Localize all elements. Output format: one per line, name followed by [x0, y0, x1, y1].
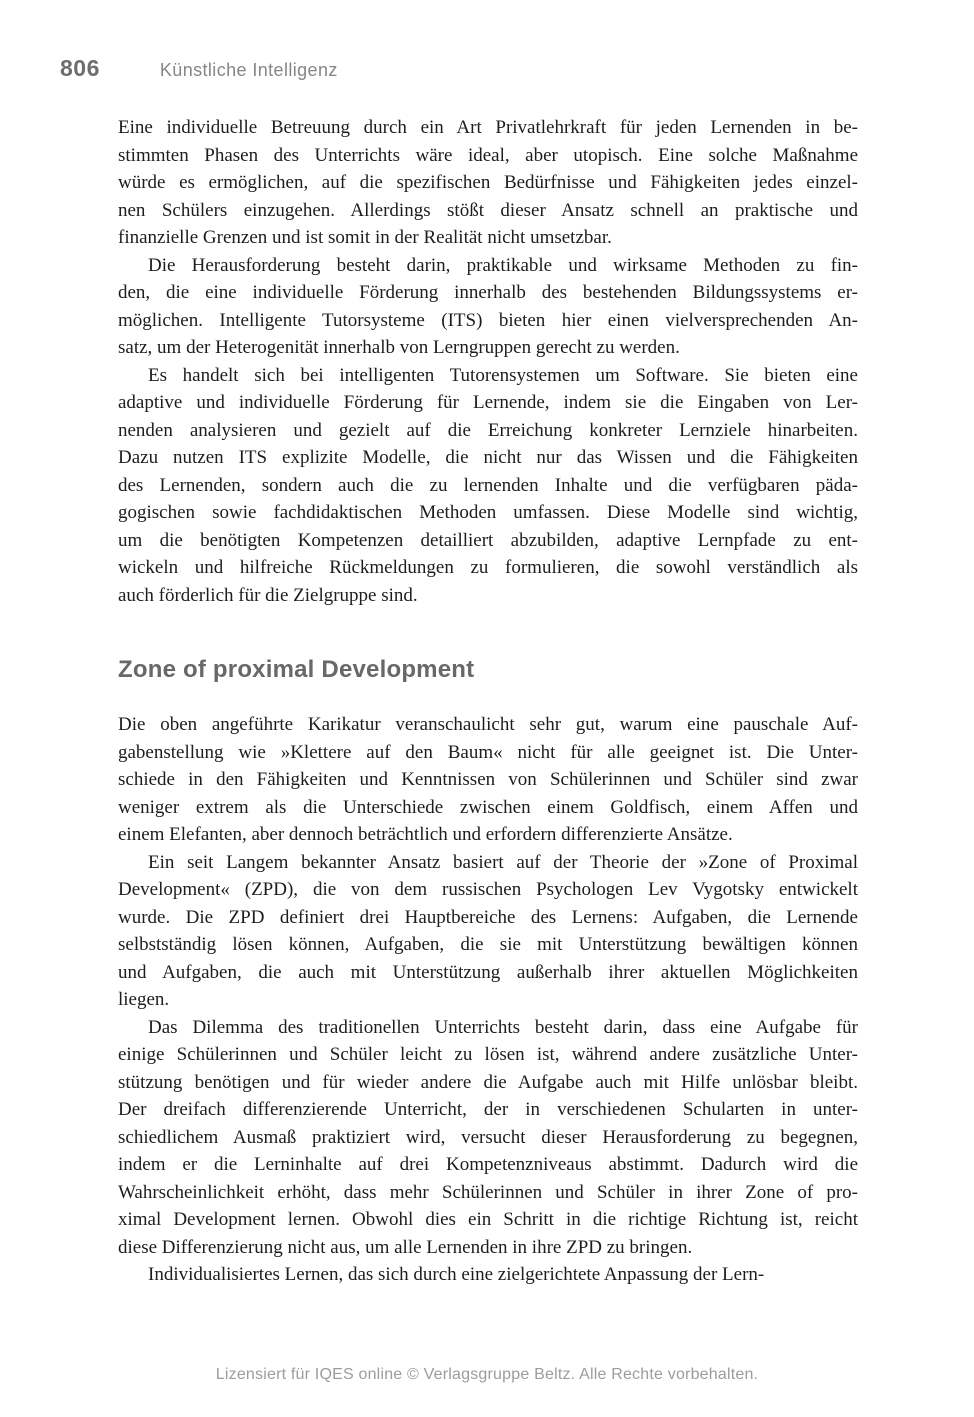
paragraph-line: nen Schülers einzugehen. Allerdings stößt dieser Ansatz schnell an praktische und	[118, 199, 858, 221]
paragraph-line: möglichen. Intelligente Tutorsysteme (ITS) bieten hier einen vielversprechenden An-	[118, 309, 858, 331]
paragraph-line: stützung benötigen und für wieder andere die Aufgabe auch mit Hilfe unlösbar bleibt.	[118, 1071, 858, 1093]
body-column	[118, 114, 858, 1289]
paragraph-line: weniger extrem als die Unterschiede zwischen einem Goldfisch, einem Affen und	[118, 796, 858, 818]
paragraph-line: indem er die Lerninhalte auf drei Kompetenzniveaus abstimmt. Dadurch wird die	[118, 1154, 858, 1175]
paragraph-line: Die oben angeführte Karikatur veranschaulicht sehr gut, warum eine pauschale Auf-	[118, 714, 858, 735]
paragraph-line: einem Elefanten, aber dennoch beträchtlich und erfordern differenzierte Ansätze.	[118, 824, 733, 845]
body-paragraph	[118, 711, 858, 849]
paragraph-line: nenden analysieren und gezielt auf die Erreichung konkreter Lernziele hinarbeiten.	[118, 419, 858, 441]
paragraph-line: Dazu nutzen ITS explizite Modelle, die nicht nur das Wissen und die Fähigkeiten	[118, 447, 858, 468]
paragraph-line: Die Herausforderung besteht darin, praktikable und wirksame Methoden zu fin-	[148, 254, 858, 276]
paragraph-line: und Aufgaben, die auch mit Unterstützung außerhalb ihrer aktuellen Möglichkeiten	[118, 961, 858, 983]
paragraph-line: wickeln und hilfreiche Rückmeldungen zu formulieren, die sowohl verständlich als	[118, 557, 858, 578]
paragraph-line: satz, um der Heterogenität innerhalb von Lerngruppen gerecht zu werden.	[118, 337, 680, 358]
paragraph-line: diese Differenzierung nicht aus, um alle Lernenden in ihre ZPD zu bringen.	[118, 1236, 693, 1258]
paragraph-line: Ein seit Langem bekannter Ansatz basiert auf der Theorie der »Zone of Proximal	[148, 851, 858, 873]
paragraph-line: finanzielle Grenzen und ist somit in der Realität nicht umsetzbar.	[118, 227, 612, 248]
paragraph-line: Eine individuelle Betreuung durch ein Art Privatlehrkraft für jeden Lernenden in be-	[118, 117, 858, 138]
paragraph-line: Das Dilemma des traditionellen Unterrichts besteht darin, dass eine Aufgabe für	[148, 1016, 858, 1038]
page-number: 806	[60, 55, 100, 81]
paragraph-line: gogischen sowie fachdidaktischen Methoden umfassen. Diese Modelle sind wichtig,	[118, 502, 858, 523]
paragraph-line: wurde. Die ZPD definiert drei Hauptbereiche des Lernens: Aufgaben, die Lernende	[118, 906, 858, 928]
body-paragraph	[118, 252, 858, 362]
paragraph-line: den, die eine individuelle Förderung innerhalb des bestehenden Bildungssystems er-	[118, 282, 858, 303]
paragraph-line: würde es ermöglichen, auf die spezifischen Bedürfnisse und Fähigkeiten jedes einzel-	[118, 172, 858, 193]
paragraph-line: Wahrscheinlichkeit erhöht, dass mehr Schülerinnen und Schüler in ihrer Zone of pro-	[118, 1181, 858, 1203]
paragraph-line: Development« (ZPD), die von dem russischen Psychologen Lev Vygotsky entwickelt	[118, 879, 858, 900]
paragraph-line: selbstständig lösen können, Aufgaben, die sie mit Unterstützung bewältigen können	[118, 934, 858, 955]
body-paragraph	[118, 114, 858, 252]
body-paragraph	[118, 849, 858, 1014]
body-paragraph	[118, 1261, 858, 1289]
running-head	[60, 55, 338, 82]
paragraph-line: gabenstellung wie »Klettere auf den Baum« nicht für alle geeignet ist. Die Unter-	[118, 741, 858, 763]
body-blocks	[118, 114, 858, 1289]
footer-license: Lizensiert für IQES online © Verlagsgruppe Beltz. Alle Rechte vorbehalten.	[215, 1366, 759, 1383]
body-paragraph	[118, 362, 858, 610]
paragraph-line: des Lernenden, sondern auch die zu lernenden Inhalte und die verfügbaren päda-	[118, 474, 858, 496]
paragraph-line: ximal Development lernen. Obwohl dies ein Schritt in die richtige Richtung ist, reicht	[118, 1209, 858, 1230]
running-header-title: Künstliche Intelligenz	[159, 60, 338, 80]
paragraph-line: liegen.	[118, 989, 170, 1010]
paragraph-line: adaptive und individuelle Förderung für Lernende, indem sie die Eingaben von Ler-	[118, 392, 858, 413]
paragraph-line: Individualisiertes Lernen, das sich durch eine zielgerichtete Anpassung der Lern-	[148, 1264, 765, 1285]
paragraph-line: schiede in den Fähigkeiten und Kenntnissen von Schülerinnen und Schüler sind zwar	[118, 769, 858, 790]
paragraph-line: Der dreifach differenzierende Unterricht, der in verschiedenen Schularten in unter-	[118, 1099, 858, 1120]
paragraph-line: um die benötigten Kompetenzen detailliert abzubilden, adaptive Lernpfade zu ent-	[118, 529, 858, 551]
paragraph-line: stimmten Phasen des Unterrichts wäre ideal, aber utopisch. Eine solche Maßnahme	[118, 144, 858, 166]
body-paragraph	[118, 1014, 858, 1262]
paragraph-line: Es handelt sich bei intelligenten Tutorensystemen um Software. Sie bieten eine	[148, 364, 858, 386]
section-heading: Zone of proximal Development	[118, 656, 475, 683]
paragraph-line: schiedlichem Ausmaß praktiziert wird, versucht dieser Herausforderung zu begegnen,	[118, 1126, 858, 1148]
paragraph-line: auch förderlich für die Zielgruppe sind.	[118, 584, 418, 606]
paragraph-line: einige Schülerinnen und Schüler leicht zu lösen ist, während andere zusätzliche Unter-	[118, 1044, 858, 1065]
